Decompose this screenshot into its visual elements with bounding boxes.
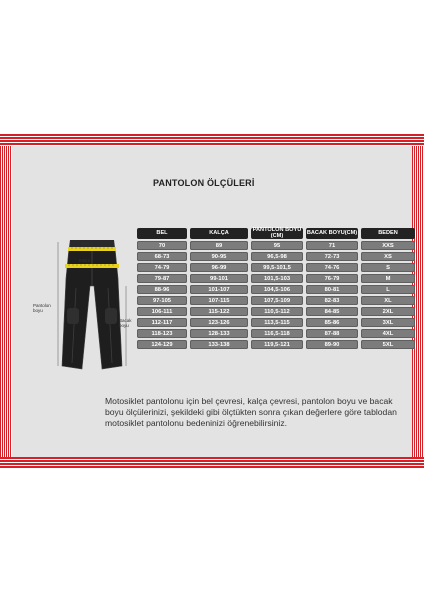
pants-illustration [52,238,132,373]
cell-pantolon-boyu: 116,5-118 [251,329,303,338]
table-row [137,340,415,349]
header-beden: BEDEN [361,228,415,239]
cell-bel: 88-96 [137,285,187,294]
cell-bel: 124-129 [137,340,187,349]
cell-kalca: 128-133 [190,329,248,338]
cell-bacak-boyu: 85-86 [306,318,358,327]
cell-beden: 4XL [361,329,415,338]
cell-kalca: 115-122 [190,307,248,316]
cell-kalca: 123-126 [190,318,248,327]
table-header-row [137,228,415,239]
cell-kalca: 107-115 [190,296,248,305]
header-bel: BEL [137,228,187,239]
cell-bacak-boyu: 82-83 [306,296,358,305]
cell-bel: 74-79 [137,263,187,272]
cell-bacak-boyu: 87-88 [306,329,358,338]
cell-pantolon-boyu: 101,5-103 [251,274,303,283]
cell-kalca: 99-101 [190,274,248,283]
cell-bacak-boyu: 76-79 [306,274,358,283]
cell-beden: L [361,285,415,294]
kalca-label: Kalça [79,258,91,263]
table-row [137,241,415,250]
cell-bacak-boyu: 74-76 [306,263,358,272]
cell-bel: 79-87 [137,274,187,283]
cell-beden: XL [361,296,415,305]
table-row [137,329,415,338]
cell-bacak-boyu: 71 [306,241,358,250]
cell-beden: 2XL [361,307,415,316]
cell-kalca: 101-107 [190,285,248,294]
cell-bacak-boyu: 84-85 [306,307,358,316]
table-row [137,285,415,294]
cell-pantolon-boyu: 104,5-106 [251,285,303,294]
cell-kalca: 96-99 [190,263,248,272]
table-row [137,318,415,327]
cell-bel: 106-111 [137,307,187,316]
cell-beden: S [361,263,415,272]
top-stripe-border [0,134,424,146]
header-kalca: KALÇA [190,228,248,239]
cell-kalca: 133-138 [190,340,248,349]
cell-pantolon-boyu: 95 [251,241,303,250]
bacak-boyu-label: Bacak boyu [119,318,132,328]
cell-beden: M [361,274,415,283]
bottom-stripe-border [0,457,424,469]
cell-bel: 118-123 [137,329,187,338]
cell-beden: 3XL [361,318,415,327]
cell-bacak-boyu: 80-81 [306,285,358,294]
size-table [134,226,418,351]
cell-pantolon-boyu: 113,5-115 [251,318,303,327]
cell-kalca: 89 [190,241,248,250]
table-row [137,263,415,272]
cell-pantolon-boyu: 107,5-109 [251,296,303,305]
table-row [137,252,415,261]
cell-beden: 5XL [361,340,415,349]
pantolon-boyu-label: Pantolon boyu [33,303,51,313]
cell-bacak-boyu: 72-73 [306,252,358,261]
cell-bel: 112-117 [137,318,187,327]
cell-bel: 70 [137,241,187,250]
cell-beden: XS [361,252,415,261]
left-stripe-border [0,146,12,457]
cell-kalca: 90-95 [190,252,248,261]
header-bacak-boyu: BACAK BOYU(CM) [306,228,358,239]
cell-pantolon-boyu: 119,5-121 [251,340,303,349]
table-row [137,307,415,316]
table-row [137,274,415,283]
cell-pantolon-boyu: 99,5-101,5 [251,263,303,272]
header-pantolon-boyu: PANTOLON BOYU (CM) [252,227,302,239]
page-title: PANTOLON ÖLÇÜLERİ [153,178,255,188]
cell-bel: 97-105 [137,296,187,305]
description-text: Motosiklet pantolonu için bel çevresi, kalça çevresi, pantolon boyu ve bacak boyu ölçülerinizi, şekildeki gibi ölçtükten sonra çıkan değerlere göre tablodan motosiklet pantolonu bedeninizi öğrenebilirsiniz. [105,396,397,428]
table-row [137,296,415,305]
cell-bacak-boyu: 89-90 [306,340,358,349]
bel-label: Bel [82,241,89,246]
cell-pantolon-boyu: 110,5-112 [251,307,303,316]
cell-bel: 68-73 [137,252,187,261]
cell-pantolon-boyu: 96,5-98 [251,252,303,261]
cell-beden: XXS [361,241,415,250]
